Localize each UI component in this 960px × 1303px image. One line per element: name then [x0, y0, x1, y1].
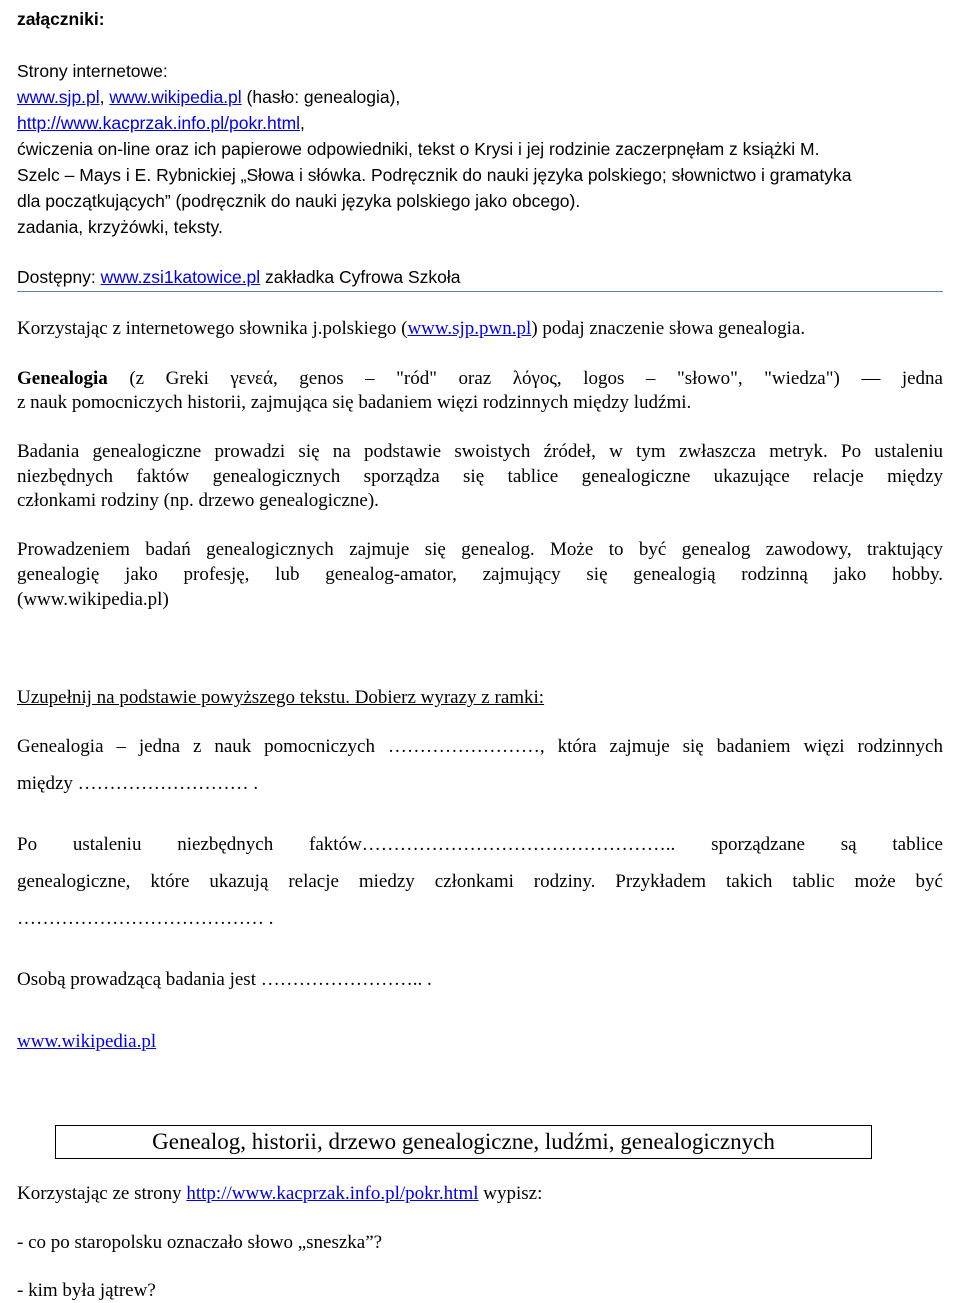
links-separator: , [99, 87, 110, 107]
task1-prefix: Korzystając z internetowego słownika j.polskiego ( [17, 318, 408, 339]
paragraph2-line-1: Badania genealogiczne prowadzi się na podstawie swoistych źródeł, w tym zwłaszcza metryk. Po ustaleniu [17, 441, 943, 462]
paragraph2-line-3: członkami rodziny (np. drzewo genealogiczne). [17, 490, 379, 511]
sources-text-line-2: Szelc – Mays i E. Rybnickiej „Słowa i słówka. Podręcznik do nauki języka polskiego; słownictwo i gramatyka [17, 165, 852, 185]
definition-line-1 [17, 366, 943, 391]
task2-question-2: - kim była jątrew? [17, 1280, 156, 1301]
task2-question-1: - co po staropolsku oznaczało słowo „sneszka”? [17, 1232, 383, 1253]
task2-line [17, 1181, 943, 1206]
exercise-sentence1-line1: Genealogia – jedna z nauk pomocniczych ……………………, która zajmuje się badaniem więzi rodzinnych [17, 736, 943, 757]
paragraph3-line-1: Prowadzeniem badań genealogicznych zajmuje się genealog. Może to być genealog zawodowy, traktujący [17, 539, 943, 560]
link-wikipedia-source[interactable]: www.wikipedia.pl [17, 1031, 157, 1052]
link-wikipedia[interactable]: www.wikipedia.pl [109, 87, 242, 107]
sources-link3-line [17, 110, 943, 136]
exercise-source-line [17, 1029, 943, 1054]
sources-title: Strony internetowe: [17, 61, 168, 81]
link3-comma: , [300, 113, 305, 133]
exercise-sentence3: Osobą prowadzącą badania jest …………………….. . [17, 969, 432, 990]
sources-links-line [17, 84, 943, 110]
available-line [17, 264, 943, 290]
definition-line-2: z nauk pomocniczych historii, zajmująca się badaniem więzi rodzinnych między ludźmi. [17, 392, 692, 413]
definition-term: Genealogia [17, 368, 108, 389]
exercise-sentence2-line2: genealogiczne, które ukazują relacje miedzy członkami rodziny. Przykładem takich tablic może być [17, 871, 943, 892]
sources-text-line-4: zadania, krzyżówki, teksty. [17, 217, 223, 237]
definition-etymology: (z Greki γενεά, genos – "ród" oraz λόγος, logos – "słowo", "wiedza") — jedna [107, 368, 943, 389]
exercise-sentence2-line1: Po ustaleniu niezbędnych faktów………………………………………….. sporządzane są tablice [17, 834, 943, 855]
section-divider [17, 291, 943, 292]
task2-prefix: Korzystając ze strony [17, 1183, 187, 1204]
task2-suffix: wypisz: [478, 1183, 543, 1204]
link-kacprzak-task[interactable]: http://www.kacprzak.info.pl/pokr.html [186, 1183, 479, 1204]
exercise-instruction [17, 685, 943, 710]
links-note: (hasło: genealogia), [241, 87, 401, 107]
word-box: Genealog, historii, drzewo genealogiczne, ludźmi, genealogicznych [55, 1125, 872, 1159]
available-label: Dostępny: [17, 267, 101, 287]
link-sjp[interactable]: www.sjp.pl [17, 87, 100, 107]
available-note: zakładka Cyfrowa Szkoła [260, 267, 461, 287]
exercise-sentence2-line3: ………………………………… . [17, 908, 274, 929]
attachments-heading: załączniki: [17, 9, 105, 29]
link-zsi1katowice[interactable]: www.zsi1katowice.pl [100, 267, 261, 287]
paragraph3-line-3: (www.wikipedia.pl) [17, 589, 169, 610]
link-kacprzak[interactable]: http://www.kacprzak.info.pl/pokr.html [17, 113, 301, 133]
exercise-sentence1-line2: między ……………………… . [17, 773, 259, 794]
exercise-instruction-text: Uzupełnij na podstawie powyższego tekstu. Dobierz wyrazy z ramki: [17, 687, 545, 708]
sources-text-line-1: ćwiczenia on-line oraz ich papierowe odpowiedniki, tekst o Krysi i jej rodzinie zaczerpnęłam z książki M. [17, 139, 820, 159]
sources-text-line-3: dla początkujących” (podręcznik do nauki języka polskiego jako obcego). [17, 191, 581, 211]
paragraph3-line-2: genealogię jako profesję, lub genealog-amator, zajmujący się genealogią rodzinną jako hobby. [17, 564, 943, 585]
paragraph2-line-2: niezbędnych faktów genealogicznych sporządza się tablice genealogiczne ukazujące relacje między [17, 466, 943, 487]
link-sjp-pwn[interactable]: www.sjp.pwn.pl [407, 318, 532, 339]
task1-line [17, 316, 943, 341]
task1-suffix: ) podaj znaczenie słowa genealogia. [531, 318, 806, 339]
